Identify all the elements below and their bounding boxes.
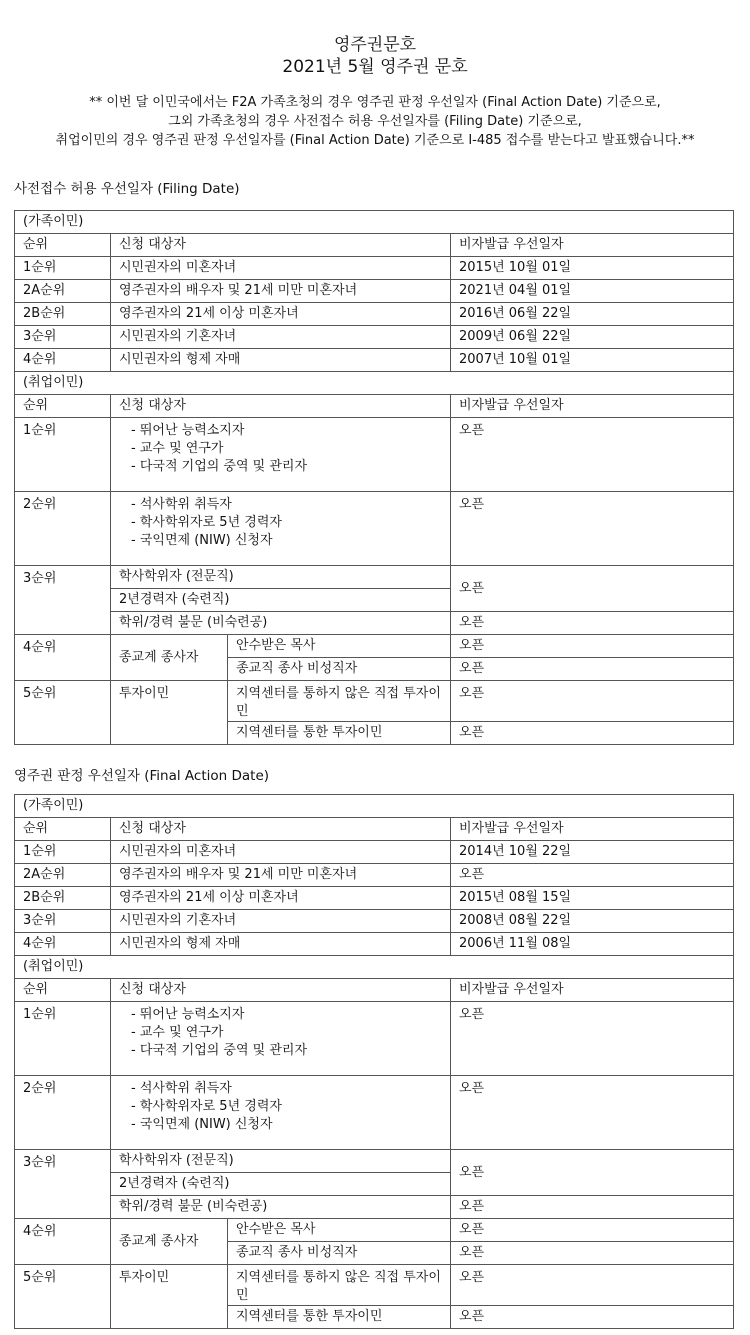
date-cell: 2015년 10월 01일 [451, 257, 734, 280]
target-cell: 시민권자의 미혼자녀 [111, 257, 451, 280]
target-cell: 시민권자의 미혼자녀 [111, 841, 451, 864]
date-cell: 오픈 [451, 635, 734, 658]
table-row [15, 211, 734, 234]
target-cell: 지역센터를 통한 투자이민 [228, 1306, 451, 1329]
date-cell: 2006년 11월 08일 [451, 933, 734, 956]
rank-cell: 4순위 [15, 635, 111, 681]
page-subtitle: 2021년 5월 영주권 문호 [282, 57, 468, 77]
notice-line: 취업이민의 경우 영주권 판정 우선일자를 (Final Action Date) 기준으로 I-485 접수를 받는다고 발표했습니다.** [55, 133, 695, 148]
target-list [111, 492, 451, 566]
target-cell: 시민권자의 형제 자매 [111, 933, 451, 956]
list-item: - 국익면제 (NIW) 신청자 [131, 1117, 273, 1132]
rank-cell: 2A순위 [15, 280, 111, 303]
table-header-row [15, 818, 734, 841]
rank-cell: 1순위 [15, 841, 111, 864]
date-cell: 오픈 [451, 658, 734, 681]
date-cell: 오픈 [451, 681, 734, 722]
date-cell: 2007년 10월 01일 [451, 349, 734, 372]
date-cell: 2021년 04월 01일 [451, 280, 734, 303]
target-cell: 지역센터를 통하지 않은 직접 투자이민 [228, 681, 451, 722]
rank-cell: 1순위 [15, 1002, 111, 1076]
rank-cell: 2B순위 [15, 303, 111, 326]
target-cell: 시민권자의 형제 자매 [111, 349, 451, 372]
target-cell: 지역센터를 통한 투자이민 [228, 722, 451, 745]
date-cell: 오픈 [451, 566, 734, 612]
target-cell: 영주권자의 배우자 및 21세 미만 미혼자녀 [111, 864, 451, 887]
date-cell: 2009년 06월 22일 [451, 326, 734, 349]
table-row [15, 566, 734, 589]
rank-cell: 3순위 [15, 566, 111, 635]
page-title: 영주권문호 [333, 35, 417, 55]
family-label: (가족이민) [15, 795, 734, 818]
target-header: 신청 대상자 [111, 979, 451, 1002]
target-cell: 종교직 종사 비성직자 [228, 658, 451, 681]
target-cell: 학사학위자 (전문직) [111, 1150, 451, 1173]
rank-header: 순위 [15, 818, 111, 841]
list-item: - 국익면제 (NIW) 신청자 [131, 533, 273, 548]
table-row [15, 795, 734, 818]
list-item: - 학사학위자로 5년 경력자 [131, 1099, 282, 1114]
target-list [111, 418, 451, 492]
target-header: 신청 대상자 [111, 234, 451, 257]
date-cell: 2015년 08월 15일 [451, 887, 734, 910]
date-cell: 오픈 [451, 722, 734, 745]
category-cell: 투자이민 [111, 1265, 228, 1329]
target-cell: 2년경력자 (숙련직) [111, 1173, 451, 1196]
table-row [15, 612, 734, 635]
table-row [15, 910, 734, 933]
notice-line: 그외 가족초청의 경우 사전접수 허용 우선일자를 (Filing Date) 기준으로, [168, 114, 582, 129]
target-cell: 학위/경력 불문 (비숙련공) [111, 612, 451, 635]
target-cell: 영주권자의 21세 이상 미혼자녀 [111, 887, 451, 910]
target-cell: 시민권자의 기혼자녀 [111, 910, 451, 933]
list-item: - 교수 및 연구가 [131, 1025, 224, 1040]
table-header-row [15, 395, 734, 418]
date-cell: 오픈 [451, 864, 734, 887]
table-row [15, 418, 734, 492]
rank-cell: 4순위 [15, 933, 111, 956]
list-item: - 교수 및 연구가 [131, 441, 224, 456]
target-cell: 학사학위자 (전문직) [111, 566, 451, 589]
date-cell: 오픈 [451, 492, 734, 566]
date-cell: 오픈 [451, 1002, 734, 1076]
table-row [15, 1219, 734, 1242]
filing-section-title: 사전접수 허용 우선일자 (Filing Date) [14, 181, 240, 197]
list-item: - 석사학위 취득자 [131, 1081, 232, 1096]
table-row [15, 326, 734, 349]
target-cell: 시민권자의 기혼자녀 [111, 326, 451, 349]
final-table [14, 794, 734, 1329]
date-header: 비자발급 우선일자 [451, 395, 734, 418]
rank-cell: 3순위 [15, 1150, 111, 1219]
target-cell: 2년경력자 (숙련직) [111, 589, 451, 612]
final-section-title: 영주권 판정 우선일자 (Final Action Date) [14, 768, 270, 784]
rank-cell: 3순위 [15, 910, 111, 933]
date-cell: 2016년 06월 22일 [451, 303, 734, 326]
table-row [15, 1002, 734, 1076]
rank-header: 순위 [15, 979, 111, 1002]
list-item: - 학사학위자로 5년 경력자 [131, 515, 282, 530]
filing-table [14, 210, 734, 745]
rank-cell: 4순위 [15, 349, 111, 372]
target-cell: 안수받은 목사 [228, 635, 451, 658]
table-row [15, 1076, 734, 1150]
date-header: 비자발급 우선일자 [451, 979, 734, 1002]
rank-cell: 5순위 [15, 681, 111, 745]
table-row [15, 635, 734, 658]
rank-cell: 1순위 [15, 418, 111, 492]
rank-cell: 2순위 [15, 492, 111, 566]
employment-label: (취업이민) [15, 372, 734, 395]
table-row [15, 681, 734, 722]
target-cell: 지역센터를 통하지 않은 직접 투자이민 [228, 1265, 451, 1306]
rank-header: 순위 [15, 395, 111, 418]
target-list [111, 1076, 451, 1150]
table-row [15, 1265, 734, 1306]
date-cell: 오픈 [451, 1076, 734, 1150]
list-item: - 다국적 기업의 중역 및 관리자 [131, 459, 308, 474]
date-cell: 오픈 [451, 1150, 734, 1196]
target-cell: 학위/경력 불문 (비숙련공) [111, 1196, 451, 1219]
table-row [15, 887, 734, 910]
family-label: (가족이민) [15, 211, 734, 234]
date-cell: 2008년 08월 22일 [451, 910, 734, 933]
table-row [15, 933, 734, 956]
employment-label: (취업이민) [15, 956, 734, 979]
table-row [15, 349, 734, 372]
date-cell: 오픈 [451, 612, 734, 635]
list-item: - 석사학위 취득자 [131, 497, 232, 512]
table-row [15, 1196, 734, 1219]
rank-cell: 2B순위 [15, 887, 111, 910]
date-cell: 오픈 [451, 1242, 734, 1265]
rank-cell: 3순위 [15, 326, 111, 349]
date-cell: 오픈 [451, 1265, 734, 1306]
rank-header: 순위 [15, 234, 111, 257]
table-row [15, 492, 734, 566]
table-row [15, 864, 734, 887]
table-row [15, 841, 734, 864]
notice-line: ** 이번 달 이민국에서는 F2A 가족초청의 경우 영주권 판정 우선일자 (Final Action Date) 기준으로, [89, 95, 661, 110]
date-cell: 오픈 [451, 1196, 734, 1219]
category-cell: 종교계 종사자 [111, 1219, 228, 1265]
list-item: - 뛰어난 능력소지자 [131, 423, 245, 438]
target-header: 신청 대상자 [111, 818, 451, 841]
table-row [15, 280, 734, 303]
category-cell: 투자이민 [111, 681, 228, 745]
date-header: 비자발급 우선일자 [451, 234, 734, 257]
target-cell: 종교직 종사 비성직자 [228, 1242, 451, 1265]
target-cell: 안수받은 목사 [228, 1219, 451, 1242]
rank-cell: 4순위 [15, 1219, 111, 1265]
category-cell: 종교계 종사자 [111, 635, 228, 681]
notice [0, 93, 750, 150]
date-cell: 오픈 [451, 1219, 734, 1242]
target-cell: 영주권자의 21세 이상 미혼자녀 [111, 303, 451, 326]
rank-cell: 2순위 [15, 1076, 111, 1150]
table-row [15, 372, 734, 395]
target-header: 신청 대상자 [111, 395, 451, 418]
table-row [15, 956, 734, 979]
rank-cell: 2A순위 [15, 864, 111, 887]
table-header-row [15, 234, 734, 257]
rank-cell: 5순위 [15, 1265, 111, 1329]
table-row [15, 303, 734, 326]
target-cell: 영주권자의 배우자 및 21세 미만 미혼자녀 [111, 280, 451, 303]
table-header-row [15, 979, 734, 1002]
rank-cell: 1순위 [15, 257, 111, 280]
target-list [111, 1002, 451, 1076]
list-item: - 다국적 기업의 중역 및 관리자 [131, 1043, 308, 1058]
date-cell: 오픈 [451, 1306, 734, 1329]
date-cell: 오픈 [451, 418, 734, 492]
list-item: - 뛰어난 능력소지자 [131, 1007, 245, 1022]
table-row [15, 257, 734, 280]
date-header: 비자발급 우선일자 [451, 818, 734, 841]
date-cell: 2014년 10월 22일 [451, 841, 734, 864]
table-row [15, 1150, 734, 1173]
